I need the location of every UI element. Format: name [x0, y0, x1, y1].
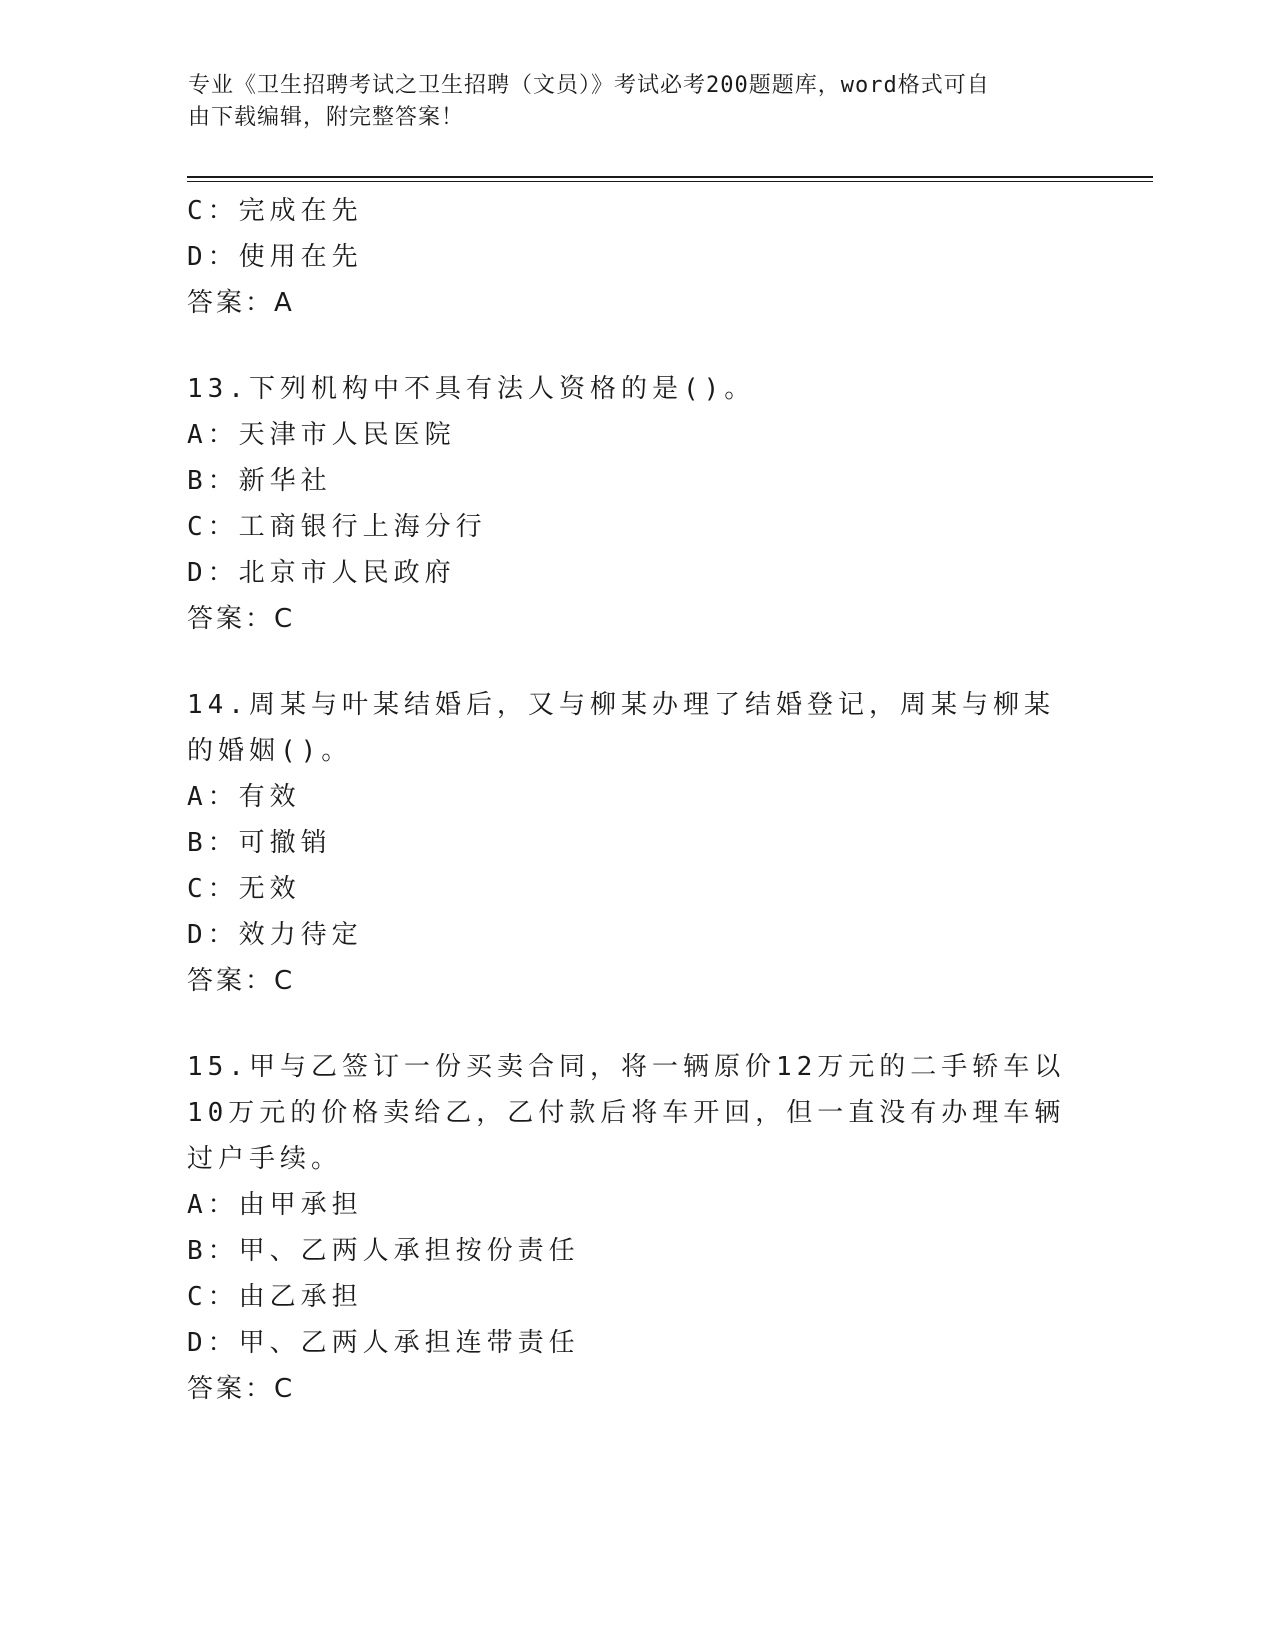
option-d: D：使用在先 — [187, 242, 363, 272]
option-a: A：有效 — [187, 782, 301, 812]
question-block-12-tail — [187, 188, 1077, 326]
question-text: 14.周某与叶某结婚后，又与柳某办理了结婚登记，周某与柳某的婚姻()。 — [187, 690, 1055, 766]
option-b: B：甲、乙两人承担按份责任 — [187, 1236, 580, 1266]
option-c: C：由乙承担 — [187, 1282, 363, 1312]
answer-line: 答案：C — [187, 966, 296, 996]
option-c: C：工商银行上海分行 — [187, 512, 487, 542]
question-text: 13.下列机构中不具有法人资格的是()。 — [187, 374, 756, 404]
option-b: B：可撤销 — [187, 828, 332, 858]
header-divider-thin — [187, 181, 1153, 182]
answer-line: 答案：C — [187, 604, 296, 634]
answer-line: 答案：C — [187, 1374, 296, 1404]
answer-line: 答案：A — [187, 288, 295, 318]
option-c: C：完成在先 — [187, 196, 363, 226]
option-d: D：效力待定 — [187, 920, 363, 950]
option-b: B：新华社 — [187, 466, 332, 496]
document-body — [187, 188, 1077, 1412]
option-d: D：甲、乙两人承担连带责任 — [187, 1328, 580, 1358]
document-header — [188, 70, 1068, 134]
option-a: A：由甲承担 — [187, 1190, 363, 1220]
option-d: D：北京市人民政府 — [187, 558, 456, 588]
question-block-13 — [187, 366, 1077, 642]
option-c: C：无效 — [187, 874, 301, 904]
option-a: A：天津市人民医院 — [187, 420, 456, 450]
header-divider-thick — [187, 176, 1153, 178]
question-text: 15.甲与乙签订一份买卖合同，将一辆原价12万元的二手轿车以10万元的价格卖给乙，乙付款后将车开回，但一直没有办理车辆过户手续。 — [187, 1052, 1066, 1174]
question-block-15 — [187, 1044, 1077, 1412]
question-block-14 — [187, 682, 1077, 1004]
header-line-2: 由下载编辑，附完整答案！ — [188, 105, 465, 130]
header-line-1: 专业《卫生招聘考试之卫生招聘（文员）》考试必考200题题库，word格式可自 — [188, 73, 990, 98]
